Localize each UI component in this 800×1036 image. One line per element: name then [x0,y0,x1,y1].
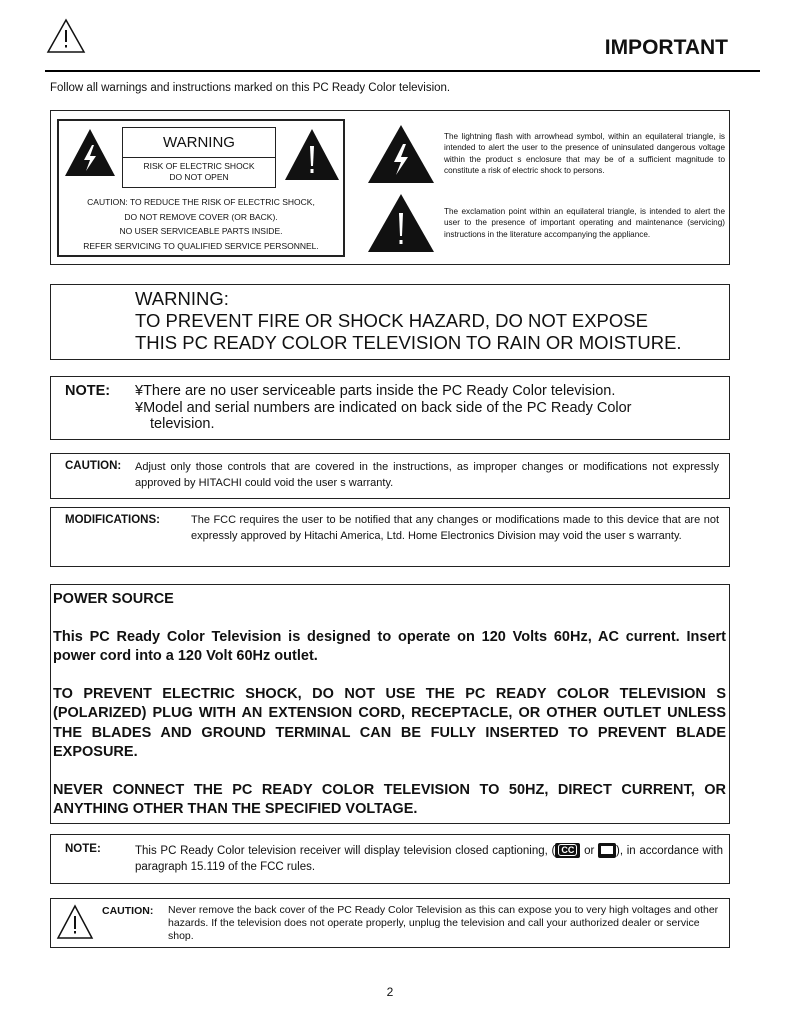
page-title: IMPORTANT [604,36,728,59]
caution-label: CAUTION: [102,905,154,917]
caution-line: DO NOT REMOVE COVER (OR BACK). [124,211,278,222]
header-rule [45,70,760,72]
exclamation-triangle-icon [284,128,340,182]
closed-caption-note-text [135,843,723,875]
warning-triangle-icon [56,904,94,940]
intro-text: Follow all warnings and instructions marked on this PC Ready Color television. [50,82,451,94]
note-text-end: ), in accordance with paragraph 15.119 of the FCC rules. [135,845,723,873]
power-source-content [53,590,726,838]
power-source-paragraph: TO PREVENT ELECTRIC SHOCK, DO NOT USE THE PC READY COLOR TELEVISION S (POLARIZED) PLUG WITH AN EXTENSION CORD, RECEPTACLE, OR OTHER OUTLET UNLESS THE BLADES AND GROUND TERMINAL CAN BE FULLY INSERTED TO PREVENT BLADE EXPOSURE. [53,685,726,760]
note-text-start: This PC Ready Color television receiver will display television closed captioning, ( [135,845,556,857]
note-label: NOTE: [65,383,111,399]
lightning-triangle-icon [64,128,116,178]
caution-line: REFER SERVICING TO QUALIFIED SERVICE PERSONNEL. [83,240,319,251]
modifications-label: MODIFICATIONS: [65,514,160,526]
back-cover-caution-text: Never remove the back cover of the PC Ready Color Television as this can expose you to very high voltages and other hazards. If the television does not operate properly, unplug the television and call your authorized dealer or service shop. [168,904,719,942]
lightning-triangle-icon [367,124,435,184]
warning-label-title: WARNING [122,127,276,158]
warning-line: TO PREVENT FIRE OR SHOCK HAZARD, DO NOT EXPOSE [135,310,648,331]
power-source-paragraph: This PC Ready Color Television is designed to operate on 120 Volts 60Hz, AC current. Insert power cord into a 120 Volt 60Hz outlet. [53,628,726,664]
exclamation-description: The exclamation point within an equilateral triangle, is intended to alert the user to the presence of important operating and maintenance (servicing) instructions in the literature accompanying the appliance. [444,207,725,239]
note-text-or: or [580,845,599,857]
cc-badge-label: CC [558,844,577,856]
caution-line: CAUTION: TO REDUCE THE RISK OF ELECTRIC SHOCK, [87,197,315,207]
note-label: NOTE: [65,843,101,855]
caution-label: CAUTION: [65,460,122,472]
caption-box-icon [598,843,616,858]
note-bullet-continuation: television. [150,416,215,432]
page-number: 2 [386,985,394,999]
warning-heading: WARNING: [135,288,229,309]
warning-label-caution [59,195,343,253]
caution-text: Adjust only those controls that are covered in the instructions, as improper changes or modifications not expressly approved by HITACHI could void the user s warranty. [135,461,719,489]
risk-line: RISK OF ELECTRIC SHOCK [143,161,255,171]
warning-label-subtitle [122,157,276,188]
caution-line: NO USER SERVICEABLE PARTS INSIDE. [119,226,283,236]
power-source-paragraph: NEVER CONNECT THE PC READY COLOR TELEVISION TO 50HZ, DIRECT CURRENT, OR ANYTHING OTHER THAN THE SPECIFIED VOLTAGE. [53,781,726,817]
lightning-description: The lightning flash with arrowhead symbol, within an equilateral triangle, is intended to alert the user to the presence of uninsulated dangerous voltage within the product s enclosure that may be of a sufficient magnitude to constitute a risk of electric shock to persons. [444,132,725,176]
note-bullet: ¥Model and serial numbers are indicated on back side of the PC Ready Color [135,399,632,416]
note-bullet: ¥There are no user serviceable parts inside the PC Ready Color television. [135,383,616,399]
exclamation-triangle-icon [367,193,435,253]
closed-caption-icon [555,843,580,858]
warning-triangle-icon [46,18,86,54]
note-text [135,383,715,433]
do-not-open-line: DO NOT OPEN [169,172,229,182]
fire-shock-warning-text [135,288,682,354]
power-source-heading: POWER SOURCE [53,591,174,607]
modifications-text: The FCC requires the user to be notified that any changes or modifications made to this device that are not expressly approved by Hitachi America, Ltd. Home Electronics Division may void the user s warranty. [191,514,719,542]
warning-line: THIS PC READY COLOR TELEVISION TO RAIN OR MOISTURE. [135,332,682,353]
